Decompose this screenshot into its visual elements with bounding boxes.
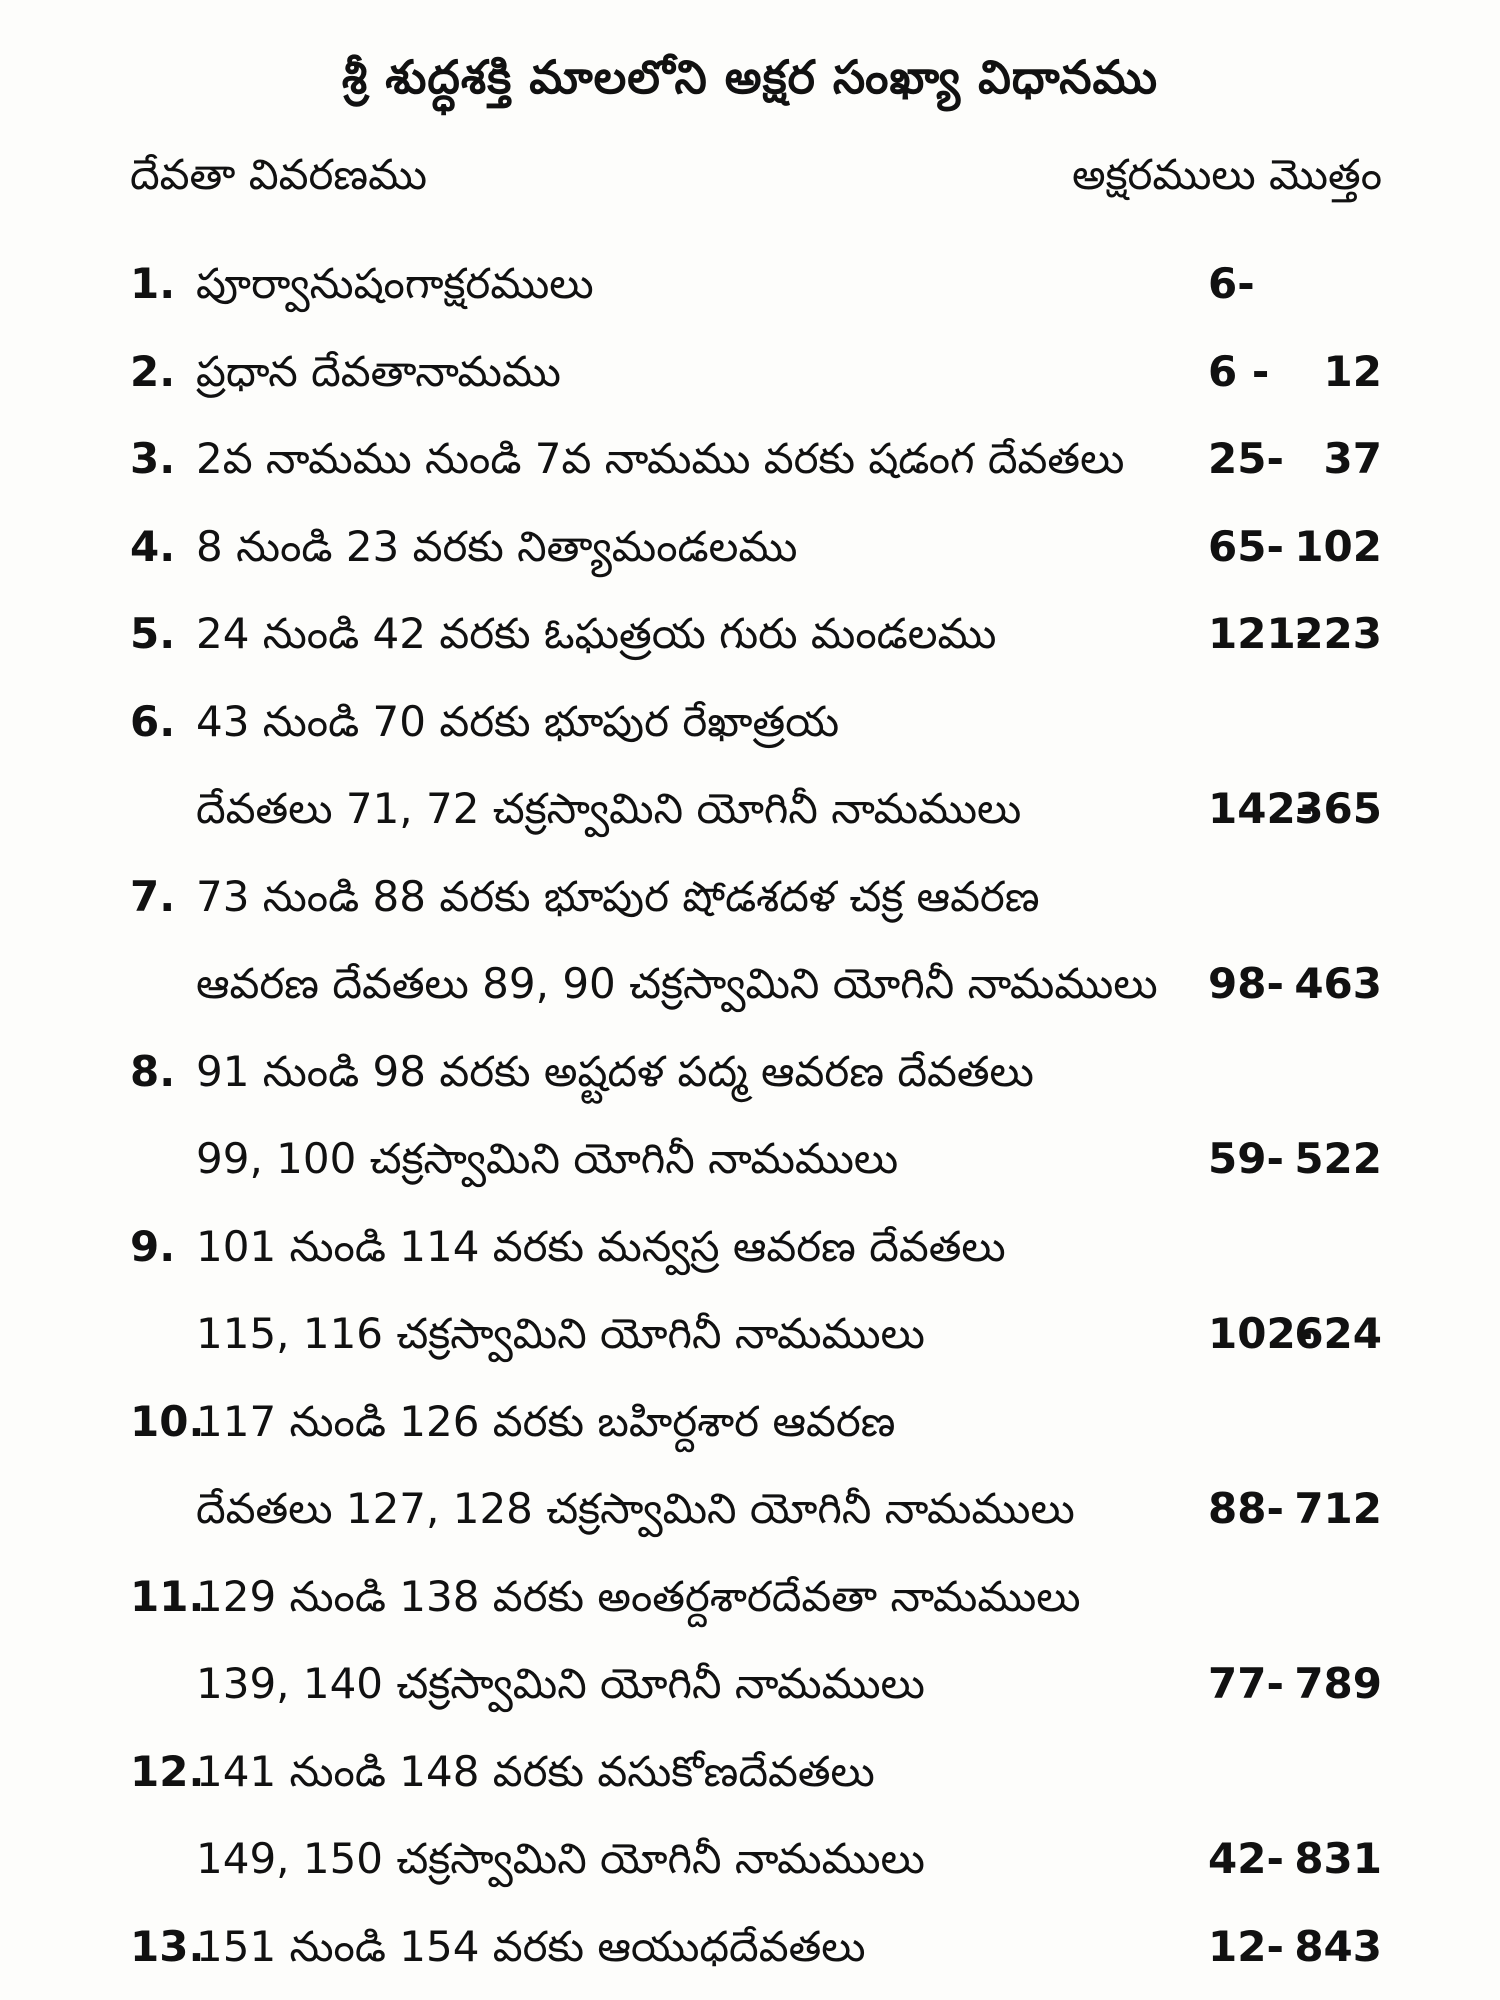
list-item [130,1553,1382,1728]
entry-description: 73 నుండి 88 వరకు భూపుర షోడశదళ చక్ర ఆవరణ [196,871,1040,921]
entry-letter-count: 88- [1208,1484,1284,1533]
entry-letter-count: 142- [1208,784,1314,833]
entry-line [130,1203,1382,1291]
entry-running-total: 365 [1294,784,1382,833]
entry-letter-count: 102- [1208,1309,1314,1358]
entries-list [130,240,1382,1990]
entry-description: 141 నుండి 148 వరకు వసుకోణదేవతలు [196,1746,875,1796]
list-item [130,415,1382,503]
entry-letter-count: 12- [1208,1921,1284,1971]
entry-description: పూర్వానుషంగాక్షరములు [196,259,594,308]
column-header-description: దేవతా వివరణము [130,150,428,199]
entry-letter-count: 59- [1208,1134,1284,1183]
entry-description: 151 నుండి 154 వరకు ఆయుధదేవతలు [196,1921,866,1971]
list-item [130,678,1382,853]
list-item [130,1203,1382,1378]
entry-number: 8. [130,1046,176,1096]
entry-number: 3. [130,434,176,483]
entry-description: 101 నుండి 114 వరకు మన్వస్ర ఆవరణ దేవతలు [196,1221,1006,1271]
entry-letter-count: 6 - [1208,346,1270,396]
entry-line [130,1028,1382,1116]
entry-number: 9. [130,1221,176,1271]
column-header-count-total: అక్షరములు మొత్తం [1072,150,1382,199]
entry-letter-count: 42- [1208,1834,1284,1883]
entry-line [130,503,1382,591]
page-title: శ్రీ శుద్ధశక్తి మాలలోని అక్షర సంఖ్యా విధానము [341,50,1159,104]
entry-number: 10. [130,1396,205,1446]
entry-running-total: 843 [1294,1921,1382,1971]
entry-running-total: 789 [1294,1659,1382,1708]
entry-description: 8 నుండి 23 వరకు నిత్యామండలము [196,521,798,571]
entry-line [130,1553,1382,1641]
list-item [130,328,1382,416]
entry-line-continued [130,1640,1382,1728]
entry-letter-count: 121- [1208,609,1314,658]
entry-line [130,240,1382,328]
entry-description: 2వ నామము నుండి 7వ నామము వరకు షడంగ దేవతలు [196,434,1125,483]
list-item [130,1728,1382,1903]
entry-line [130,415,1382,503]
entry-line [130,678,1382,766]
entry-line-continued [130,1465,1382,1553]
entry-line-continued [130,940,1382,1028]
entry-number: 12. [130,1746,205,1796]
entry-description-continued: 99, 100 చక్రస్వామిని యోగినీ నామములు [196,1134,899,1183]
entry-line-continued [130,1815,1382,1903]
list-item [130,1378,1382,1553]
entry-letter-count: 65- [1208,521,1284,571]
entry-description: 117 నుండి 126 వరకు బహిర్దశార ఆవరణ [196,1396,896,1446]
entry-running-total: 624 [1294,1309,1382,1358]
entry-number: 6. [130,696,176,746]
list-item [130,240,1382,328]
entry-number: 2. [130,346,176,396]
entry-description-continued: ఆవరణ దేవతలు 89, 90 చక్రస్వామిని యోగినీ నామములు [196,959,1158,1008]
entry-number: 13. [130,1921,205,1971]
entry-description-continued: దేవతలు 71, 72 చక్రస్వామిని యోగినీ నామములు [196,784,1022,833]
entry-description-continued: 115, 116 చక్రస్వామిని యోగినీ నామములు [196,1309,925,1358]
entry-letter-count: 77- [1208,1659,1284,1708]
entry-number: 1. [130,259,176,308]
entry-running-total: 522 [1294,1134,1382,1183]
entry-description: 24 నుండి 42 వరకు ఓఘత్రయ గురు మండలము [196,609,997,658]
entry-description-continued: 149, 150 చక్రస్వామిని యోగినీ నామములు [196,1834,925,1883]
entry-line-continued [130,1115,1382,1203]
entry-line-continued [130,1290,1382,1378]
entry-description: ప్రధాన దేవతానామము [196,346,561,396]
entry-running-total: 463 [1294,959,1382,1008]
entry-line [130,853,1382,941]
list-item [130,1903,1382,1991]
entry-description-continued: దేవతలు 127, 128 చక్రస్వామిని యోగినీ నామములు [196,1484,1075,1533]
entry-description: 43 నుండి 70 వరకు భూపుర రేఖాత్రయ [196,696,840,746]
entry-running-total: 223 [1294,609,1382,658]
list-item [130,503,1382,591]
entry-description-continued: 139, 140 చక్రస్వామిని యోగినీ నామములు [196,1659,925,1708]
entry-letter-count: 98- [1208,959,1284,1008]
entry-line [130,1378,1382,1466]
entry-letter-count: 25- [1208,434,1284,483]
entry-running-total: 831 [1294,1834,1382,1883]
entry-running-total: 102 [1294,521,1382,571]
entry-number: 5. [130,609,176,658]
entry-letter-count: 6- [1208,259,1255,308]
entry-line-continued [130,765,1382,853]
entry-line [130,328,1382,416]
list-item [130,590,1382,678]
entry-running-total: 12 [1323,346,1382,396]
entry-number: 11. [130,1571,205,1621]
list-item [130,1028,1382,1203]
entry-number: 7. [130,871,176,921]
list-item [130,853,1382,1028]
entry-running-total: 712 [1294,1484,1382,1533]
entry-running-total: 37 [1323,434,1382,483]
entry-number: 4. [130,521,176,571]
entry-description: 129 నుండి 138 వరకు అంతర్దశారదేవతా నామములు [196,1571,1081,1621]
entry-line [130,590,1382,678]
entry-line [130,1903,1382,1991]
entry-line [130,1728,1382,1816]
entry-description: 91 నుండి 98 వరకు అష్టదళ పద్మ ఆవరణ దేవతలు [196,1046,1034,1096]
